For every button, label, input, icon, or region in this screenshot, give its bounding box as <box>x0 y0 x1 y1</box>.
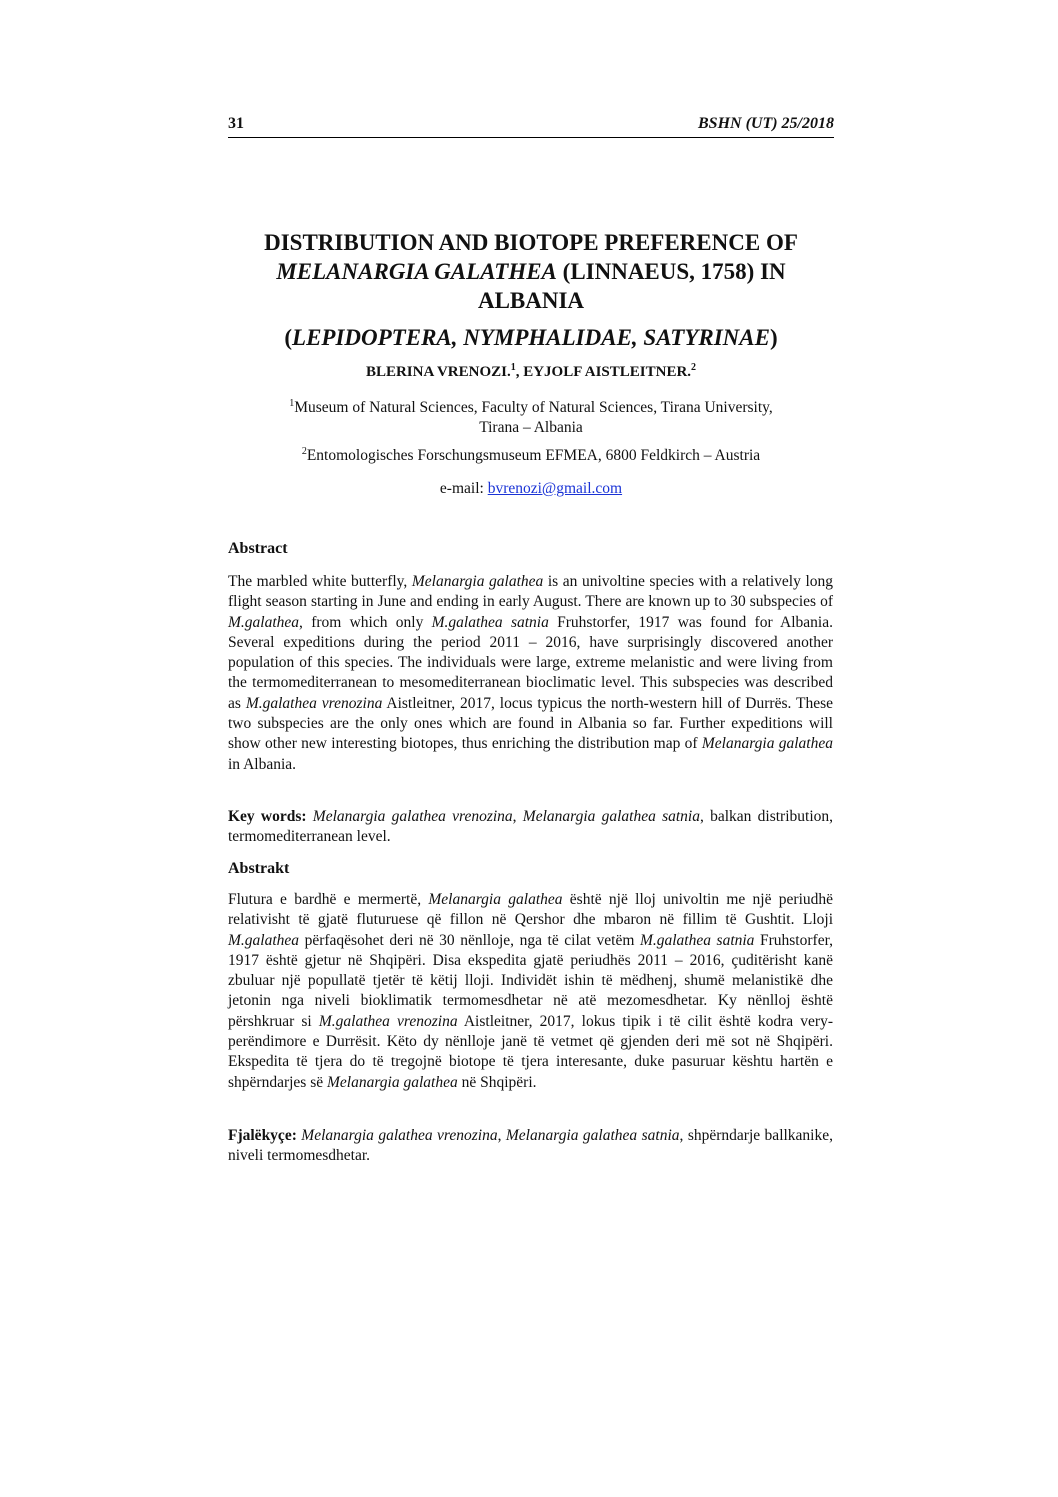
title-line-2 <box>228 257 834 286</box>
running-header <box>228 115 834 138</box>
abstract-heading: Abstract <box>228 540 288 557</box>
title-line-1: DISTRIBUTION AND BIOTOPE PREFERENCE OF <box>264 230 798 255</box>
paper-title <box>228 228 834 315</box>
title-line-3: ALBANIA <box>477 288 585 313</box>
fjalekyce: Fjalëkyçe: Melanargia galathea vrenozina, Melanargia galathea satnia, shpërndarje ballkanike, niveli termomesdhetar. <box>228 1127 833 1165</box>
affiliation-1: $^1$Museum of Natural Sciences, Faculty of Natural Sciences, Tirana University, Tirana – Albania <box>289 397 773 436</box>
abstrakt-body: Flutura e bardhë e mermertë, Melanargia galathea është një lloj univoltin me një periudhë relativisht të gjatë fluturuese që fillon në Qershor dhe mbaron në fillim të Gushtit. Lloji M.galathea përfaqësohet deri në 30 nënlloje, nga të cilat vetëm M.galathea satnia Fruhstorfer, 1917 është gjetur në Shqipëri. Disa ekspedita gjatë periudhës 2011 – 2016, çuditërisht kanë zbuluar një popullatë tjetër të këtij lloji. Individët ishin të mëdhenj, shumë melanistikë dhe jetonin nga niveli bioklimatik termomesdhetar në atë mezomesdhetar. Ky nënlloj është përshkruar si M.galathea vrenozina Aistleitner, 2017, lokus tipik i të cilit është kodra very-perëndimore e Durrësit. Këto dy nënlloje janë të vetmet që gjenden deri më sot në Shqipëri. Ekspedita të tjera do të tregojnë biotope të tjera interesante, duke pasuruar kështu hartën e shpërndarjes së Melanargia galathea në Shqipëri. <box>228 891 834 1091</box>
page-number: 31 <box>228 115 244 132</box>
contact-email: e-mail: bvrenozi@gmail.com <box>439 480 623 497</box>
author-1: BLERINA VRENOZI. <box>365 364 511 380</box>
title-line-2-rest: (LINNAEUS, 1758) IN <box>556 259 786 284</box>
affiliation-2: $^2$Entomologisches Forschungsmuseum EFMEA, 6800 Feldkirch – Austria <box>301 445 761 464</box>
fjalekyce-label: Fjalëkyçe: <box>228 1127 297 1144</box>
author-list: BLERINA VRENOZI.$^1$, EYJOLF AISTLEITNER.$^2$ <box>365 362 697 380</box>
subtitle-taxonomy: LEPIDOPTERA, NYMPHALIDAE, SATYRINAE <box>292 325 770 350</box>
abstrakt-heading: Abstrakt <box>228 860 290 877</box>
paper-subtitle: (LEPIDOPTERA, NYMPHALIDAE, SATYRINAE) <box>284 325 778 350</box>
keywords-label: Key words: <box>228 808 307 825</box>
email-link[interactable]: bvrenozi@gmail.com <box>487 480 623 497</box>
title-species: MELANARGIA GALATHEA <box>276 259 557 284</box>
author-2: EYJOLF AISTLEITNER. <box>523 364 692 380</box>
journal-reference: BSHN (UT) 25/2018 <box>698 115 834 132</box>
abstract-body: The marbled white butterfly, Melanargia galathea is an univoltine species with a relatively long flight season starting in June and ending in early August. There are known up to 30 subspecies of M.galathea, from which only M.galathea satnia Fruhstorfer, 1917 was found for Albania. Several expeditions during the period 2011 – 2016, have surprisingly discovered another population of this species. The individuals were large, extreme melanistic and were living from the termomediterranean to mesomediterranean bioclimatic level. This subspecies was described as M.galathea vrenozina Aistleitner, 2017, locus typicus the north-western hill of Durrës. These two subspecies are the only ones which are found in Albania so far. Further expeditions will show other new interesting biotopes, thus enriching the distribution map of Melanargia galathea in Albania. <box>228 573 833 773</box>
keywords: Key words: Melanargia galathea vrenozina, Melanargia galathea satnia, balkan distribution, termomediterranean level. <box>228 808 834 846</box>
